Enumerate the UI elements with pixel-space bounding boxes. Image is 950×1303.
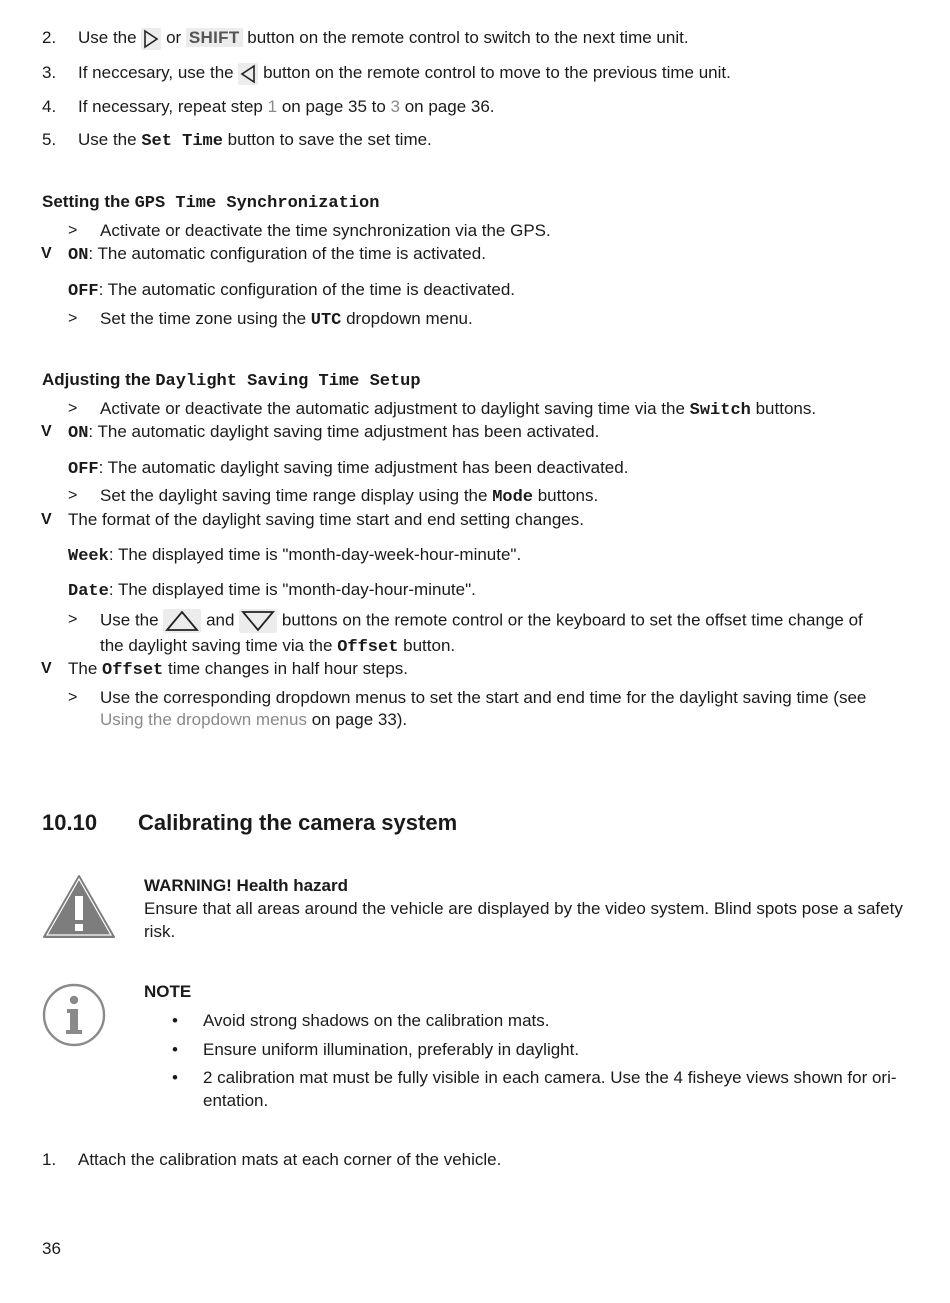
step-text-post: button on the remote control to switch to the next time unit.: [247, 28, 689, 47]
dst-off: OFF: The automatic daylight saving time adjustment has been deactivated.: [68, 458, 629, 479]
up-triangle-icon: [163, 609, 201, 633]
week-key: Week: [68, 547, 109, 566]
dst-step-4-cont: Using the dropdown menus on page 33).: [100, 710, 408, 729]
step-text: Use the: [78, 130, 142, 149]
action-arrow-icon: >: [68, 310, 78, 327]
mode-key: Mode: [492, 488, 533, 507]
step-text-or: or: [166, 28, 182, 47]
switch-key: Switch: [689, 401, 751, 420]
step-link-1[interactable]: 1: [267, 97, 278, 116]
step-number: 5.: [42, 130, 57, 149]
action-arrow-icon: >: [68, 400, 78, 417]
section-number: 10.10: [42, 810, 98, 835]
step-text: on page 35 to: [277, 97, 391, 116]
step-text: Attach the calibration mats at each corner of the vehicle.: [78, 1150, 502, 1169]
off-key: OFF: [68, 282, 99, 301]
warning-text-2: risk.: [144, 922, 176, 941]
page-number: 36: [42, 1239, 61, 1258]
on-key: ON: [68, 246, 89, 265]
warning-text-1: Ensure that all areas around the vehicle are displayed by the video system. Blind spots pose a safety: [144, 899, 903, 918]
offset-key: Offset: [102, 661, 164, 680]
shift-key-label: SHIFT: [186, 28, 243, 47]
note-title: NOTE: [144, 982, 192, 1001]
set-time-button-label: Set Time: [141, 132, 223, 151]
gps-heading: Setting the GPS Time Synchronization: [42, 192, 380, 213]
result-check-icon: V: [41, 245, 52, 262]
step-text: If necessary, repeat step: [78, 97, 268, 116]
dst-step-3-cont: the daylight saving time via the Offset button.: [100, 636, 456, 657]
bullet-icon: •: [172, 1040, 178, 1059]
bullet-icon: •: [172, 1011, 178, 1030]
dst-heading-mono: Daylight Saving Time Setup: [155, 372, 421, 391]
note-item-cont: entation.: [203, 1091, 269, 1110]
info-icon: [42, 983, 106, 1052]
offset-key: Offset: [337, 638, 399, 657]
left-arrow-icon: [238, 63, 258, 85]
section-title: Calibrating the camera system: [138, 810, 458, 835]
action-arrow-icon: >: [68, 611, 78, 628]
step-text: button to save the set time.: [222, 130, 432, 149]
action-arrow-icon: >: [68, 487, 78, 504]
step-text-post: button on the remote control to move to the previous time unit.: [263, 63, 731, 82]
on-key: ON: [68, 424, 89, 443]
step-number: 4.: [42, 97, 57, 116]
right-arrow-icon: [141, 28, 161, 50]
bullet-icon: •: [172, 1068, 178, 1087]
step-text: Use the: [78, 28, 137, 47]
gps-heading-mono: GPS Time Synchronization: [134, 194, 380, 213]
dst-date: Date: The displayed time is "month-day-hour-minute".: [68, 580, 476, 601]
dropdown-menus-link[interactable]: Using the dropdown menus: [100, 710, 307, 729]
utc-key: UTC: [310, 311, 342, 330]
warning-title: WARNING! Health hazard: [144, 876, 349, 895]
dst-heading: Adjusting the Daylight Saving Time Setup: [42, 370, 421, 391]
action-arrow-icon: >: [68, 222, 78, 239]
step-link-3[interactable]: 3: [390, 97, 400, 116]
step-number: 3.: [42, 63, 57, 82]
down-triangle-icon: [239, 609, 277, 633]
step-number: 1.: [42, 1150, 57, 1169]
result-check-icon: V: [41, 511, 52, 528]
dst-week: Week: The displayed time is "month-day-week-hour-minute".: [68, 545, 522, 566]
action-arrow-icon: >: [68, 689, 78, 706]
warning-icon: [42, 874, 116, 945]
step-text: If neccesary, use the: [78, 63, 234, 82]
off-key: OFF: [68, 460, 99, 479]
gps-step-1-text: Activate or deactivate the time synchronization via the GPS.: [100, 221, 551, 240]
step-number: 2.: [42, 28, 57, 47]
date-key: Date: [68, 582, 109, 601]
result-check-icon: V: [41, 660, 52, 677]
result-check-icon: V: [41, 423, 52, 440]
step-text: on page 36.: [400, 97, 495, 116]
gps-off: OFF: The automatic configuration of the time is deactivated.: [68, 280, 516, 301]
